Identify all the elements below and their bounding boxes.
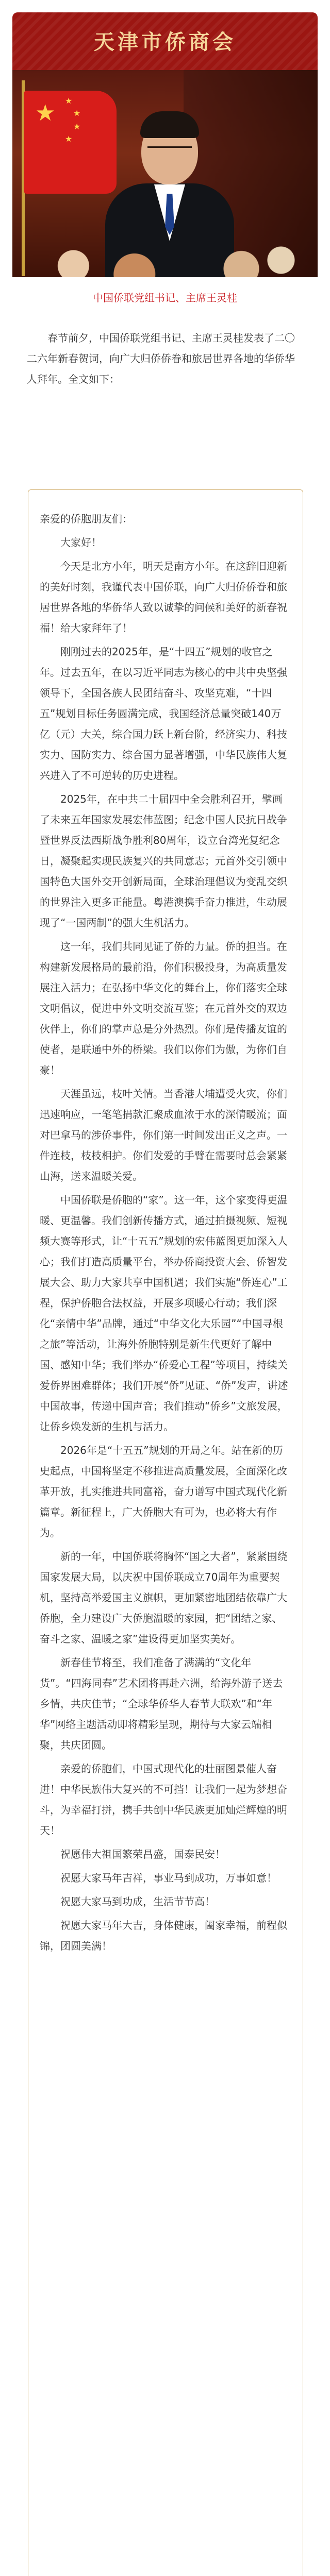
letter-salutation: 亲爱的侨胞朋友们： bbox=[40, 513, 133, 525]
letter-wish: 祝愿大家马到功成，生活节节高！ bbox=[60, 1895, 215, 1908]
letter-paragraph: 新春佳节将至，我们准备了满满的“文化年货”。“四海同春”艺术团将再赴六洲，给海外游子送去乡情，共庆佳节；“全球华侨华人春节大联欢”和“年华”网络主题活动即将精彩呈现，期待与大家云端相聚，共庆团圆。 bbox=[40, 1656, 283, 1751]
flag-star-icon: ★ bbox=[35, 100, 56, 126]
letter-paragraph: 今天是北方小年，明天是南方小年。在这辞旧迎新的美好时刻，我谨代表中国侨联，向广大归侨侨眷和旅居世界各地的华侨华人致以诚挚的问候和美好的新春祝福！给大家拜年了！ bbox=[40, 560, 287, 634]
letter-wish: 祝愿大家马年吉祥，事业马到成功，万事如意！ bbox=[60, 1872, 277, 1884]
person-hair bbox=[140, 111, 199, 138]
flag-star-icon: ★ bbox=[73, 122, 81, 131]
national-flag bbox=[24, 91, 117, 194]
flag-star-icon: ★ bbox=[65, 134, 73, 144]
brand-banner bbox=[12, 12, 318, 70]
flag-star-icon: ★ bbox=[73, 108, 81, 118]
letter-paragraph: 亲爱的侨胞们，中国式现代化的壮丽图景催人奋进！中华民族伟大复兴的不可挡！让我们一起为梦想奋斗，为幸福打拼，携手共创中华民族更加灿烂辉煌的明天！ bbox=[40, 1762, 287, 1837]
letter-paragraph: 天涯虽远，枝叶关情。当香港大埔遭受火灾，你们迅速响应，一笔笔捐款汇聚成血浓于水的深情暖流；面对巴拿马的涉侨事件，你们第一时间发出正义之声。一件连枝，枝枝相护。你们发爱的手臂在需要时总会紧紧山海，送来温暖关爱。 bbox=[40, 1088, 287, 1182]
letter-box bbox=[28, 489, 303, 2576]
letter-wish: 祝愿大家马年大吉，身体健康，阖家幸福，前程似锦，团圆美满！ bbox=[40, 1919, 287, 1952]
letter-paragraph: 中国侨联是侨胞的“家”。这一年，这个家变得更温暖、更温馨。我们创新传播方式，通过拍摄视频、短视频大赛等形式，让“十五五”规划的宏伟蓝图更加深入人心；我们打造高质量平台，举办侨商投资大会、侨智发展大会、助力大家共享中国机遇；我们实施“侨连心”工程，保护侨胞合法权益，开展多项暖心行动；我们深化“亲情中华”品牌，通过“中华文化大乐园”“中国寻根之旅”等活动，让海外侨胞特别是新生代更好了解中国、感知中华；我们举办“侨爱心工程”等项目，持续关爱侨界困难群体；我们开展“侨”见证、“侨”发声，讲述中国故事，传递中国声音；我们推动“侨乡”文旅发展，让侨乡焕发新的生机与活力。 bbox=[40, 1194, 288, 1433]
letter-wish: 祝愿伟大祖国繁荣昌盛，国泰民安！ bbox=[60, 1848, 225, 1860]
header-photo bbox=[12, 70, 318, 277]
letter-paragraph: 刚刚过去的2025年，是“十四五”规划的收官之年。过去五年，在以习近平同志为核心的中共中央坚强领导下，全国各族人民团结奋斗、攻坚克难，“十四五”规划目标任务圆满完成，我国经济总量突破140万亿（元）大关，综合国力跃上新台阶，经济实力、科技实力、国防实力、综合国力显著增强，中华民族伟大复兴进入了不可逆转的历史进程。 bbox=[40, 646, 287, 782]
person-glasses bbox=[147, 146, 192, 157]
header-card bbox=[12, 12, 318, 313]
intro-paragraph: 春节前夕，中国侨联党组书记、主席王灵桂发表了二〇二六年新春贺词，向广大归侨侨眷和旅居世界各地的华侨华人拜年。全文如下： bbox=[27, 332, 295, 385]
letter-paragraph: 2026年是“十五五”规划的开局之年。站在新的历史起点，中国将坚定不移推进高质量发展，全面深化改革开放，扎实推进共同富裕，奋力谱写中国式现代化新篇章。新征程上，广大侨胞大有可为，也必将大有作为。 bbox=[40, 1444, 287, 1539]
letter-paragraph: 新的一年，中国侨联将胸怀“国之大者”，紧紧围绕国家发展大局，以庆祝中国侨联成立70周年为重要契机，坚持高举爱国主义旗帜，更加紧密地团结依靠广大侨胞，全力建设广大侨胞温暖的家园，把“团结之家、奋斗之家、温暖之家”建设得更加坚实美好。 bbox=[40, 1550, 288, 1645]
flag-star-icon: ★ bbox=[65, 96, 73, 106]
letter-paragraph: 2025年，在中共二十届四中全会胜利召开，擘画了未来五年国家发展宏伟蓝图；纪念中国人民抗日战争暨世界反法西斯战争胜利80周年，设立台湾光复纪念日，凝聚起实现民族复兴的共同意志；元首外交引领中国特色大国外交开创新局面，全球治理倡议为变乱交织的世界注入更多正能量。粤港澳携手奋力推进，生动展现了“一国两制”的强大生机活力。 bbox=[40, 793, 287, 929]
letter-greeting: 大家好！ bbox=[60, 536, 102, 549]
flower-arrangement bbox=[12, 221, 318, 277]
letter-paragraph: 这一年，我们共同见证了侨的力量。侨的担当。在构建新发展格局的最前沿，你们积极投身，为高质量发展注入活力；在弘扬中华文化的舞台上，你们落实全球文明倡议，促进中外文明交流互鉴；在元首外交的双边伙伴上，你们的掌声总是分外热烈。你们是传播友谊的使者，是联通中外的桥梁。我们以你们为傲，为你们自豪！ bbox=[40, 940, 287, 1076]
letter-body bbox=[40, 509, 290, 1959]
photo-caption: 中国侨联党组书记、主席王灵桂 bbox=[93, 292, 237, 304]
brand-title: 天津市侨商会 bbox=[94, 30, 236, 54]
